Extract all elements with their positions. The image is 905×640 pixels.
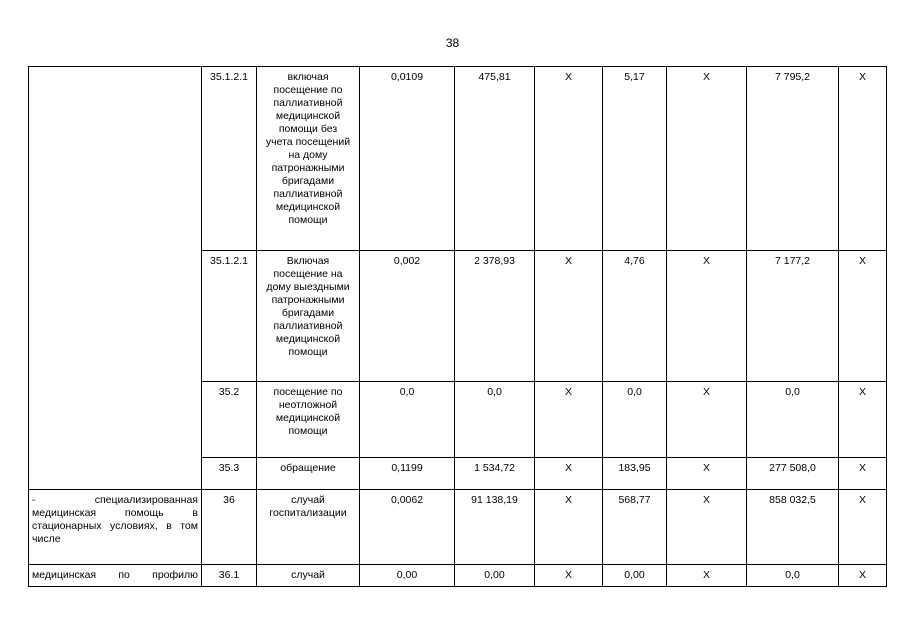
cell-value-7: X xyxy=(839,382,887,458)
cell-value-2: 0,0 xyxy=(455,382,535,458)
cell-value-5: X xyxy=(667,382,747,458)
page-number: 38 xyxy=(445,36,460,50)
unit-name-line: на дому xyxy=(288,149,328,161)
table-row xyxy=(29,490,887,565)
cell-value-6: 0,0 xyxy=(747,382,839,458)
cell-value-7: X xyxy=(839,458,887,490)
cell-value-4: 5,17 xyxy=(603,67,667,251)
unit-name xyxy=(257,382,360,458)
unit-name-line: обращение xyxy=(280,462,336,474)
unit-name-line: медицинской xyxy=(275,201,341,213)
cell-value-1: 0,0 xyxy=(360,382,455,458)
cell-value-3: X xyxy=(535,490,603,565)
row-number: 35.2 xyxy=(202,382,257,458)
cell-value-3: X xyxy=(535,67,603,251)
unit-name-line: неотложной xyxy=(278,399,338,411)
row-number: 35.3 xyxy=(202,458,257,490)
unit-name-line: Включая xyxy=(286,255,330,267)
cell-value-5: X xyxy=(667,490,747,565)
cell-value-1: 0,0062 xyxy=(360,490,455,565)
unit-name-line: случай xyxy=(291,494,325,506)
unit-name-line: медицинской xyxy=(275,110,341,122)
table-row xyxy=(29,67,887,251)
unit-name-line: паллиативной xyxy=(273,188,343,200)
unit-name xyxy=(257,490,360,565)
unit-name-line: учета посещений xyxy=(265,136,351,148)
cell-value-3: X xyxy=(535,565,603,587)
cell-value-7: X xyxy=(839,565,887,587)
cell-value-3: X xyxy=(535,251,603,382)
cell-value-3: X xyxy=(535,458,603,490)
unit-name-line: дому выездными xyxy=(266,281,350,293)
unit-name-line: бригадами xyxy=(281,175,335,187)
cell-value-6: 858 032,5 xyxy=(747,490,839,565)
cell-value-2: 0,00 xyxy=(455,565,535,587)
unit-name-line: медицинской xyxy=(275,412,341,424)
cell-value-7: X xyxy=(839,490,887,565)
cell-value-4: 183,95 xyxy=(603,458,667,490)
cell-value-4: 0,0 xyxy=(603,382,667,458)
unit-name xyxy=(257,565,360,587)
cell-value-2: 1 534,72 xyxy=(455,458,535,490)
unit-name-line: патронажными xyxy=(271,294,345,306)
unit-name-line: медицинской xyxy=(275,333,341,345)
cell-value-3: X xyxy=(535,382,603,458)
tariff-table xyxy=(28,66,887,587)
unit-name-line: помощи xyxy=(288,425,328,437)
cell-value-1: 0,00 xyxy=(360,565,455,587)
cell-value-5: X xyxy=(667,565,747,587)
row-description: медицинская по профилю xyxy=(29,565,202,587)
cell-value-4: 568,77 xyxy=(603,490,667,565)
cell-value-5: X xyxy=(667,251,747,382)
unit-name-line: случай xyxy=(291,569,325,581)
unit-name xyxy=(257,67,360,251)
cell-value-7: X xyxy=(839,67,887,251)
unit-name-line: помощи xyxy=(288,214,328,226)
unit-name-line: бригадами xyxy=(281,307,335,319)
unit-name xyxy=(257,458,360,490)
row-number: 36 xyxy=(202,490,257,565)
cell-value-6: 277 508,0 xyxy=(747,458,839,490)
unit-name-line: посещение по xyxy=(273,84,343,96)
cell-value-6: 0,0 xyxy=(747,565,839,587)
unit-name-line: помощи xyxy=(288,346,328,358)
cell-value-7: X xyxy=(839,251,887,382)
unit-name-line: включая xyxy=(287,71,329,83)
unit-name-line: посещение на xyxy=(273,268,343,280)
row-description: - специализированная медицинская помощь в стационарных условиях, в том числе xyxy=(29,490,202,565)
cell-value-1: 0,0109 xyxy=(360,67,455,251)
unit-name-line: госпитализации xyxy=(269,507,347,519)
cell-value-6: 7 177,2 xyxy=(747,251,839,382)
cell-value-6: 7 795,2 xyxy=(747,67,839,251)
cell-value-1: 0,1199 xyxy=(360,458,455,490)
unit-name-line: паллиативной xyxy=(273,97,343,109)
unit-name-line: помощи без xyxy=(278,123,338,135)
unit-name-line: паллиативной xyxy=(273,320,343,332)
row-description xyxy=(29,67,202,490)
cell-value-4: 4,76 xyxy=(603,251,667,382)
unit-name-line: посещение по xyxy=(273,386,343,398)
row-number: 36.1 xyxy=(202,565,257,587)
row-number: 35.1.2.1 xyxy=(202,251,257,382)
unit-name-line: патронажными xyxy=(271,162,345,174)
cell-value-2: 475,81 xyxy=(455,67,535,251)
cell-value-5: X xyxy=(667,458,747,490)
table-row xyxy=(29,565,887,587)
unit-name xyxy=(257,251,360,382)
cell-value-1: 0,002 xyxy=(360,251,455,382)
cell-value-2: 2 378,93 xyxy=(455,251,535,382)
cell-value-2: 91 138,19 xyxy=(455,490,535,565)
cell-value-5: X xyxy=(667,67,747,251)
cell-value-4: 0,00 xyxy=(603,565,667,587)
row-number: 35.1.2.1 xyxy=(202,67,257,251)
